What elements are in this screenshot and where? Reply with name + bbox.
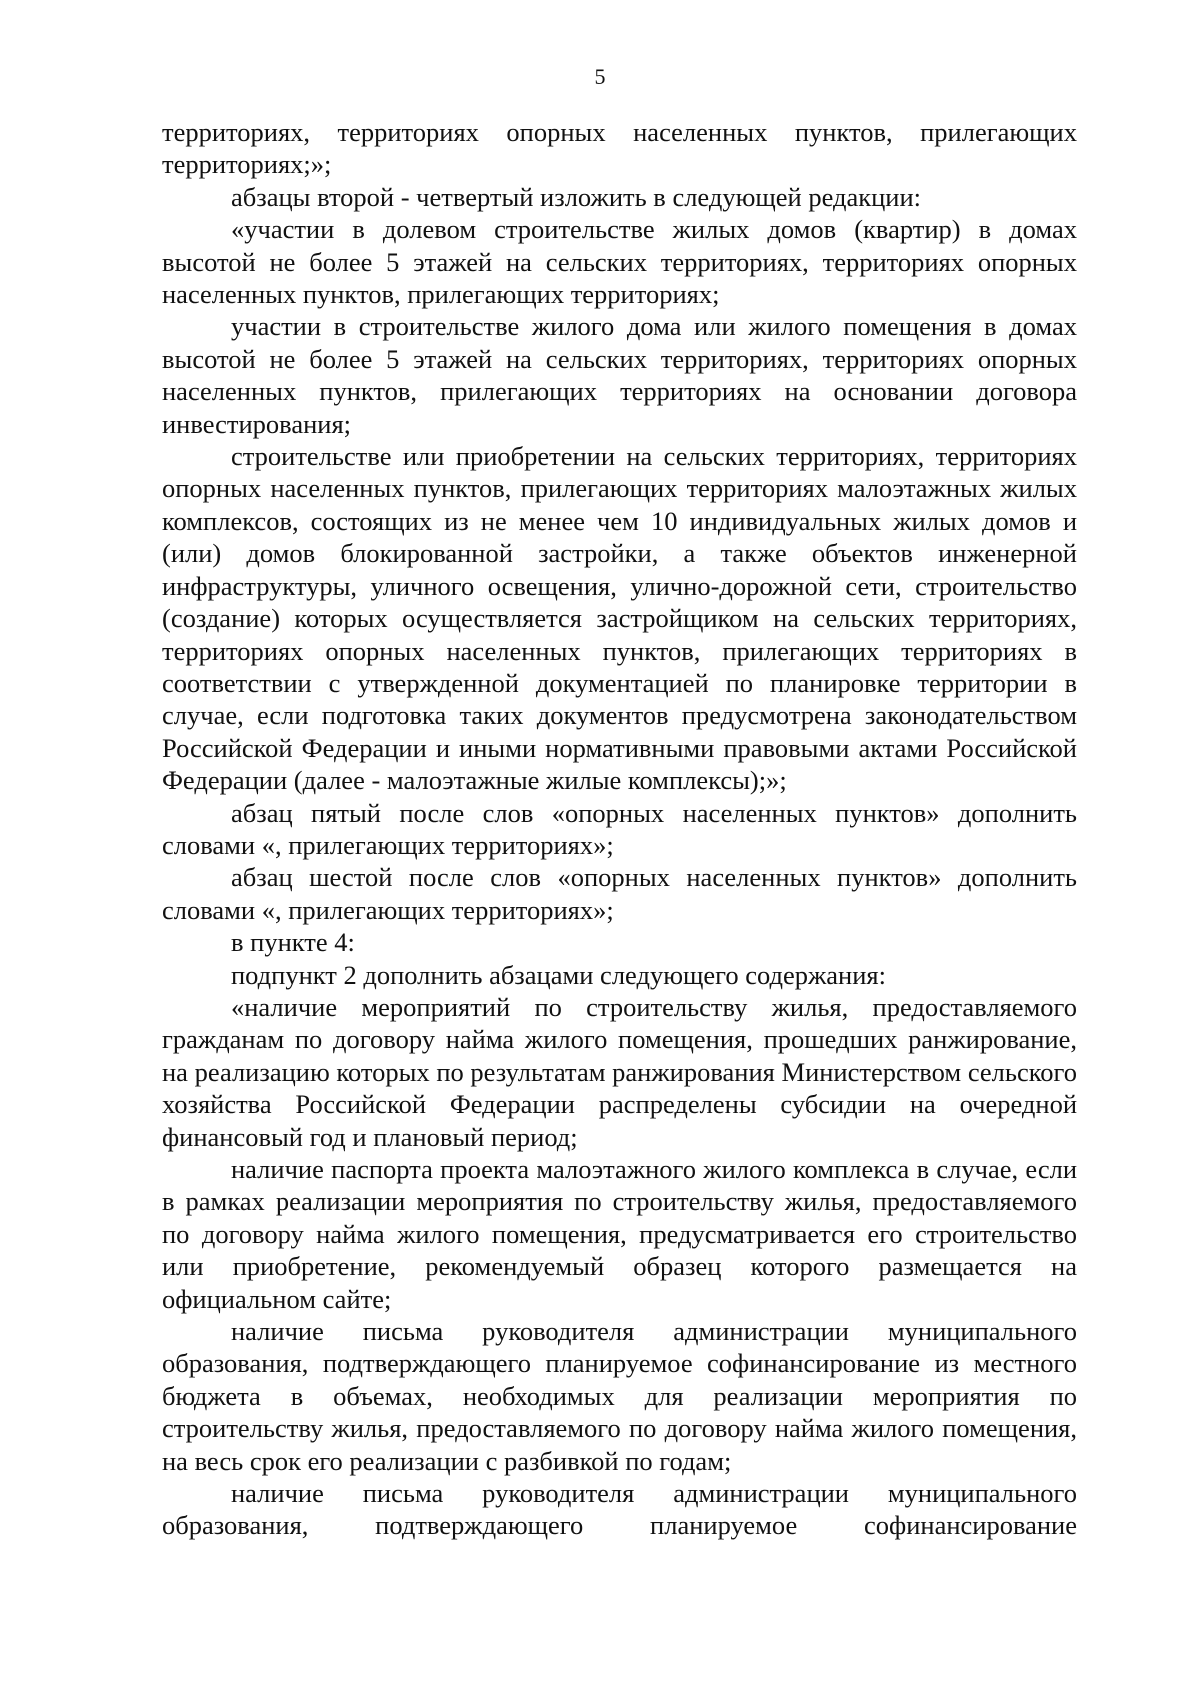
paragraph: наличие письма руководителя администрации муниципального образования, подтверждающего планируемое софинансирование из местного бюджета в объемах, необходимых для реализации мероприятия по строительству жилья, предоставляемого по договору найма жилого помещения, на весь срок его реализации с разбивкой по годам;	[162, 1316, 1077, 1476]
paragraph: абзацы второй - четвертый изложить в следующей редакции:	[231, 181, 922, 212]
page-number: 5	[594, 64, 606, 89]
paragraph: «наличие мероприятий по строительству жилья, предоставляемого гражданам по договору найма жилого помещения, прошедших ранжирование, на реализацию которых по результатам ранжирования Министерством сельского хозяйства Российской Федерации распределены субсидии на очередной финансовый год и плановый период;	[162, 991, 1077, 1152]
paragraph: подпункт 2 дополнить абзацами следующего содержания:	[231, 959, 886, 990]
document-body	[162, 116, 1077, 1542]
paragraph: абзац пятый после слов «опорных населенных пунктов» дополнить словами «, прилегающих территориях»;	[162, 797, 1077, 860]
paragraph: строительстве или приобретении на сельских территориях, территориях опорных населенных пунктов, прилегающих территориях малоэтажных жилых комплексов, состоящих из не менее чем 10 индивидуальных жилых домов и (или) домов блокированной застройки, а также объектов инженерной инфраструктуры, уличного освещения, улично-дорожной сети, строительство (создание) которых осуществляется застройщиком на сельских территориях, территориях опорных населенных пунктов, прилегающих территориях в соответствии с утвержденной документацией по планировке территории в случае, если подготовка таких документов предусмотрена законодательством Российской Федерации и иными нормативными правовыми актами Российской Федерации (далее - малоэтажные жилые комплексы);»;	[162, 441, 1077, 796]
paragraph: наличие письма руководителя администрации муниципального образования, подтверждающего планируемое софинансирование	[162, 1478, 1077, 1541]
paragraph: абзац шестой после слов «опорных населенных пунктов» дополнить словами «, прилегающих территориях»;	[162, 862, 1077, 925]
paragraph: участии в строительстве жилого дома или жилого помещения в домах высотой не более 5 этажей на сельских территориях, территориях опорных населенных пунктов, прилегающих территориях на основании договора инвестирования;	[162, 311, 1077, 439]
paragraph: наличие паспорта проекта малоэтажного жилого комплекса в случае, если в рамках реализации мероприятия по строительству жилья, предоставляемого по договору найма жилого помещения, предусматривается его строительство или приобретение, рекомендуемый образец которого размещается на официальном сайте;	[162, 1154, 1077, 1314]
paragraph: в пункте 4:	[231, 927, 355, 958]
paragraph: «участии в долевом строительстве жилых домов (квартир) в домах высотой не более 5 этажей на сельских территориях, территориях опорных населенных пунктов, прилегающих территориях;	[162, 214, 1077, 310]
paragraph: территориях, территориях опорных населенных пунктов, прилегающих территориях;»;	[162, 117, 1077, 180]
